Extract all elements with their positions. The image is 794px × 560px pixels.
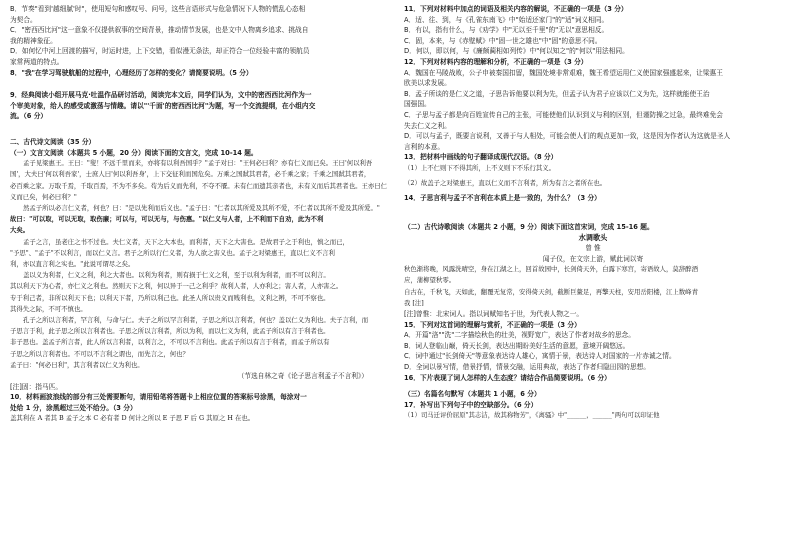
option-b-cont: 为契合。 <box>10 15 37 24</box>
poem-title: 水调歌头 <box>578 232 608 242</box>
question-11: 11．下列对材料中加点的词语及相关内容的解说，不正确的一项是（3 分） <box>404 5 628 13</box>
passage-p1-l4: 义而已矣，何必曰利？" <box>10 192 77 201</box>
passage-p4: 盖以义为利者，仁义之利，利之大者也。以利为利者，则有损于仁义之利，至于以利为利者，而不可以利言。 <box>23 271 330 280</box>
q11-option-b: B．有以，指有什么，与《劝学》中"无以至千里"的"无以"意思相反。 <box>404 26 609 35</box>
q12-option-d: D．可以与孟子，既要言说利，又善于与人相处，可能会使人们的观点更加一致，这是因为作者认为这就是圣人 <box>404 132 731 141</box>
q15-option-a: A．开篇"洛""洗"二字描绘秋色的壮美，视野宽广，表达了作者对故乡的思念。 <box>404 331 635 340</box>
passage-note: [注]固：指马匹。 <box>10 382 63 391</box>
question-16: 16．下片表现了词人怎样的人生态度？请结合作品简要说明。（6 分） <box>404 373 611 382</box>
poem-note: [注]曾惟：北宋词人。指以词赋知名于世，为代表人物之一。 <box>404 310 584 319</box>
poem-line-4: 我 [注] <box>404 298 424 307</box>
classical-passage <box>10 158 388 371</box>
q11-option-a: A．适、往、到，与《孔雀东南飞》中"始适还家门"的"适"词义相同。 <box>404 15 609 24</box>
question-10-line2: 处给 1 分，涂黑超过三处不给分。（3 分） <box>10 403 137 412</box>
poem-body <box>404 264 782 309</box>
q11-option-d: D．何以，即以何，与《廉颇蔺相如列传》中"何以知之"的"何以"用法相同。 <box>404 47 629 56</box>
q15-option-c: C．词中通过"长剑倚天"等意象表达诗人雄心，寓情于景，表达诗人对国家的一片赤诚之情。 <box>404 352 676 361</box>
q12-option-c-cont: 失去仁义之利。 <box>404 121 451 130</box>
question-10-line1: 10．材料画波浪线的部分有三处需要断句，请用铅笔将答题卡上相应位置的答案标号涂黑，每涂对一 <box>10 393 307 402</box>
passage-p5-l5: 孟子曰："何必曰利"，其言利者以仁义为利也。 <box>10 360 144 369</box>
question-12: 12．下列对材料内容的理解和分析，不正确的一项是（3 分） <box>404 57 588 66</box>
poem-line-2: 应，蒲柳望秋零。 <box>404 276 456 285</box>
question-13: 13．把材料中画线的句子翻译成现代汉语。（8 分） <box>404 153 558 162</box>
passage-p2: 然孟子所以必言仁义者，何也？曰："是以先利而后义也。"孟子曰："仁者以其所爱及其所不爱，不仁者以其所不爱及其所爱。" <box>23 203 380 212</box>
question-17: 17．补写出下列句子中的空缺部分。（6 分） <box>404 400 538 409</box>
q12-option-d-cont: 言利的本意。 <box>404 142 445 151</box>
q12-option-a: A．魏国在马陵战败，公子申被秦国扣留，魏国处境非常艰难，魏王希望运用仁义使国家强盛起来，让梁惠王 <box>404 68 723 77</box>
passage-p2-l2: 故曰："可以取，可以无取，取伤廉；可以与，可以无与，与伤惠。"以仁义与人者，上不利而下自劝，此为不利 <box>10 215 324 224</box>
question-8: 8．"我"在学习驾驶航船的过程中，心理经历了怎样的变化？请简要说明。（5 分） <box>10 68 253 77</box>
right-column <box>404 4 782 422</box>
subsection-2-heading: （二）古代诗歌阅读（本题共 2 小题，9 分）阅读下面这首宋词，完成 15-16 题。 <box>404 222 654 231</box>
option-b: B．节奏"看到'越细腻'时"，使用短句和感叹号、问号，这些言语形式与危急情况下人物的慌乱心态相 <box>10 5 306 13</box>
passage-p3-l2: "予思"、"孟子"不以利言，而以仁义言。君子之所以行仁义者，为人欲之害义也。孟子之对梁惠王，直以仁义不言利 <box>10 248 335 257</box>
poem-line-1: 秋色渐将晚，风露洗晴空，身在江湖之上，回首故园中，长剑倚天外，白露下寒宫，寄语故人，莫辞醉酒 <box>404 265 698 274</box>
passage-p4-l3: 专于利己者，非所以利天下也；以利天下者，乃所以利己也。此圣人所以贵义而贱利也，义利之辨，不可不察也。 <box>10 293 330 302</box>
question-9-line3: 流。（6 分） <box>10 112 48 121</box>
option-d: D．如何忆中河上回渡的描写，时运时进，上下交错，看似漫无条法，却正符合一位经验丰富的领航员 <box>10 47 310 56</box>
option-c: C．"密西西比河"这一意象不仅提供叙事的空间背景，推动情节发展，也是文中人物离乡追求、挑战自 <box>10 26 309 35</box>
q13-sentence-2: （2）故盖子之对梁惠王，直以仁义而不言利者，所为有言之者所在也。 <box>404 179 607 188</box>
question-14: 14．子思言利与孟子不言利在本质上是一致的，为什么？（3 分） <box>404 194 601 203</box>
passage-p3: 孟子之言，虽老庄之书不过也。夫仁义者，天下之大本也，而利者，天下之大害也。是故君子之于利也，慎之而已， <box>23 237 349 246</box>
question-15: 15．下列对这首词的理解与赏析，不正确的一项是（3 分） <box>404 320 581 329</box>
q17-item-1: （1）司马迁评价屈原"其志洁，故其称物芳"，《离骚》中"______，______"两句可以印证他 <box>404 411 660 420</box>
q12-option-a-cont: 欧美以求发展。 <box>404 79 451 88</box>
left-column <box>10 4 388 425</box>
subsection-1-heading: （一）文言文阅读（本题共 5 小题，20 分）阅读下面的文言文，完成 10-14 题。 <box>10 148 258 157</box>
passage-p1-l3: 必百乘之家。万取千焉，千取百焉，不为不多矣。苟为后义而先利，不夺不餍。未有仁而遗其亲者也，未有义而后其君者也。王亦曰仁 <box>10 181 388 190</box>
passage-p2-l3: 大矣。 <box>10 226 30 235</box>
passage-p5-l4: 子思之所以言利者也。不可以不言利之谓也，而先言之，何也？ <box>10 349 189 358</box>
passage-p1-l2: 国'，大夫曰'何以利吾家'，士庶人曰'何以利吾身'，上下交征利而国危矣。万乘之国弑其君者，必千乘之家；千乘之国弑其君者， <box>10 170 371 179</box>
poem-line-3: 自古在，千秋飞，天如此，翻覆无复常，安得倚天剑，截断巨鳌足，再擎天柱，安用岳阳楼，江上数峰青 <box>404 287 698 296</box>
passage-p5: 孔子之所以言利者，罕言利，与命与仁。夫子之所以罕言利者，子思之所以言利者，何也？盖以仁义为利也。夫子言利，而 <box>23 315 369 324</box>
section-2-heading: 二、古代诗文阅读（35 分） <box>10 137 96 146</box>
q13-sentence-1: （1）上不仁则下不得其所，上不义则下不乐行其义。 <box>404 163 556 172</box>
passage-source: （节选自林之奇《论子思言利孟子不言利》） <box>237 371 368 380</box>
q12-option-b-cont: 国强国。 <box>404 100 431 109</box>
passage-p3-l3: 利，亦以直言利之实也。"此说可谓尽之矣。 <box>10 259 135 268</box>
q15-option-b: B．词人登临山巅，倚天长剑，表达出期盼美好生活的意愿，意境开阔悠远。 <box>404 341 630 350</box>
q11-option-c: C．固，本来，与《赤壁赋》中"固一世之雄也"中"固"的意思不同。 <box>404 36 602 45</box>
option-d-cont: 家常两道的特点。 <box>10 57 64 66</box>
poem-author: 曾 惟 <box>585 244 601 253</box>
q12-option-c: C．子思与孟子都是向百姓宣传自己的主张，可能使他们认识到义与利的区别，但谨防操之过急，最终难免会 <box>404 110 723 119</box>
passage-p5-l3: 非子思也。盖孟子所言者，此人所以言利者，以利言之，不可以不言利也。此孟子所以有言于利者，而孟子所以有 <box>10 338 330 347</box>
q12-option-b: B．孟子所谈的是仁义之道，子思告诉他要以利为先，但孟子认为君子应该以仁义为先，这样就能使王治 <box>404 89 710 98</box>
question-10-sentence: 盖其利在 A 者其 B 孟子之本 C 必有者 D 何计之所以 E 子思 F 后 G 其原之 H 在也。 <box>10 414 255 423</box>
passage-p1: 孟子见梁惠王。王曰："叟！不远千里而来，亦将有以利吾国乎？"孟子对曰："王何必曰利？亦有仁义而已矣。王曰'何以利吾 <box>23 159 373 168</box>
poem-preface: 闻子仪，在文宗上游，赋此词以寄 <box>542 254 644 263</box>
question-9-line2: 个审美对象，给人的感受或激荡与情趣。请以"'千面'的密西西比河"为题，写一个交流提纲，在小组内交 <box>10 101 316 110</box>
q15-option-d: D．全词以景写情，借景抒情，情景交融，运用典故，表达了作者归隐田园的思想。 <box>404 363 650 372</box>
passage-p4-l4: 其得失之际，不可不慎也。 <box>10 304 87 313</box>
section-3-heading: （三）名篇名句默写（本题共 1 小题，6 分） <box>404 390 541 399</box>
passage-p5-l2: 子思言于利，此子思之所以言利者也。子思之所以言利者，所以为利，而以仁义为利，此孟子所以有言于利者也。 <box>10 327 330 336</box>
passage-p4-l2: 其以利天下为心者，亦仁义之利也。然则天下之利，何以异于一己之利乎？故利人者，人亦利之；害人者，人亦害之。 <box>10 282 343 291</box>
option-c-cont: 我的精神象征。 <box>10 36 57 45</box>
question-9-line1: 9．经典阅读小组开展马克·吐温作品研讨活动，阅读完本文后，同学们认为，文中的密西西比河作为一 <box>10 91 312 100</box>
